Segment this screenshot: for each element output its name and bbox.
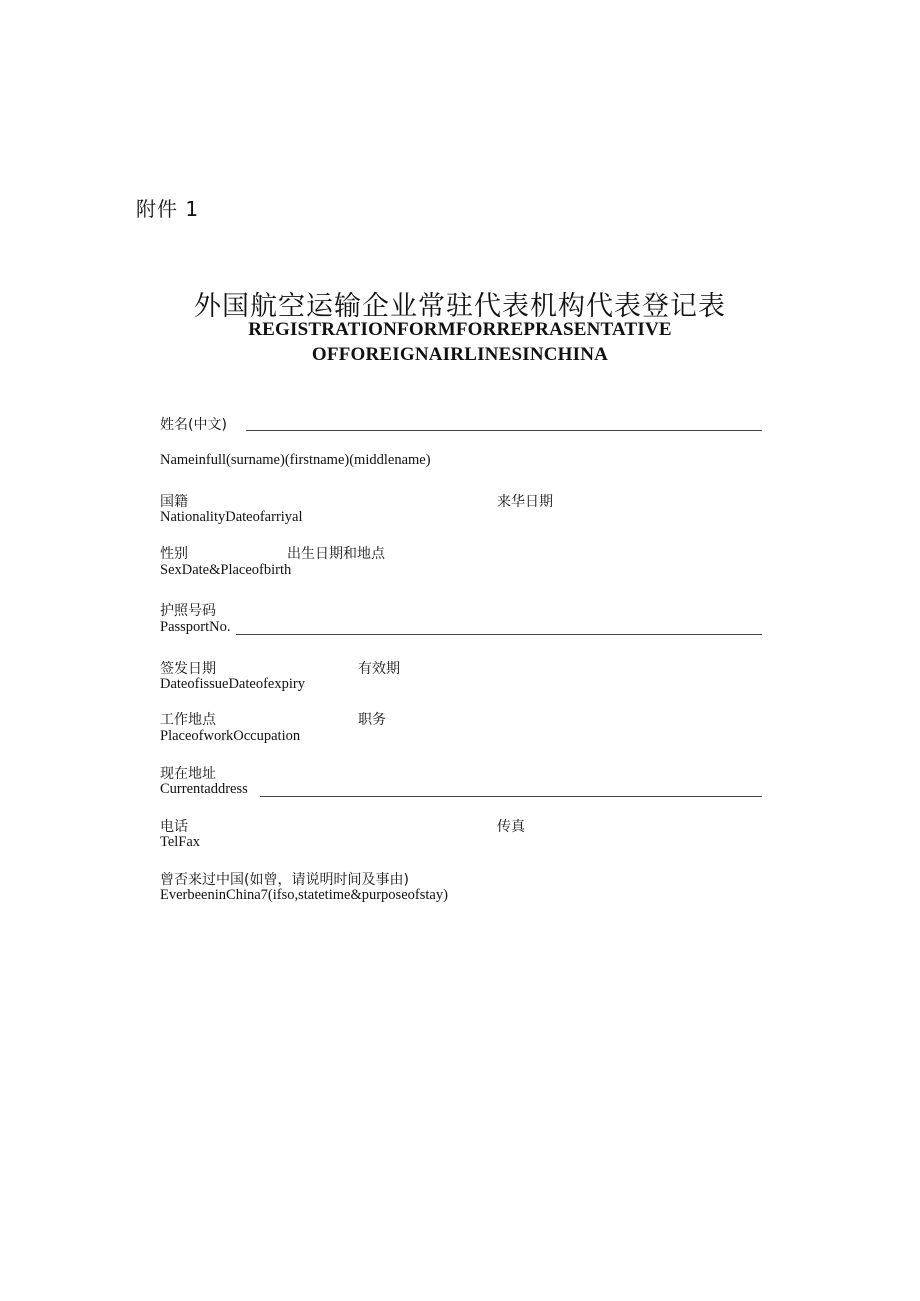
- birth-chinese-label: 出生日期和地点: [287, 546, 385, 562]
- address-english-label: Currentaddress: [160, 781, 248, 797]
- issue-date-chinese-label: 签发日期: [160, 661, 216, 677]
- fax-chinese-label: 传真: [497, 819, 525, 835]
- name-chinese-field-line[interactable]: [246, 430, 762, 431]
- form-title-english-line2: OFFOREIGNAIRLINESINCHINA: [311, 344, 609, 365]
- form-title-english-line1: REGISTRATIONFORMFORREPRASENTATIVE: [248, 319, 672, 340]
- passport-field-line[interactable]: [236, 634, 762, 635]
- occupation-chinese-label: 职务: [358, 712, 386, 728]
- tel-fax-english-label: TelFax: [160, 834, 201, 850]
- sex-birth-english-label: SexDate&Placeofbirth: [160, 562, 292, 578]
- address-field-line[interactable]: [260, 796, 762, 797]
- passport-english-label: PassportNo.: [160, 619, 231, 635]
- name-chinese-label: 姓名(中文): [160, 417, 227, 433]
- tel-chinese-label: 电话: [160, 819, 188, 835]
- sex-chinese-label: 性别: [160, 546, 188, 562]
- nationality-chinese-label: 国籍: [160, 494, 188, 510]
- nationality-arrival-english-label: NationalityDateofarriyal: [160, 509, 303, 525]
- china-visit-chinese-label: 曾否来过中国(如曾，请说明时间及事由): [160, 872, 409, 888]
- name-full-label: Nameinfull(surname)(firstname)(middlename): [160, 452, 431, 468]
- arrival-date-chinese-label: 来华日期: [497, 494, 553, 510]
- workplace-occupation-english-label: PlaceofworkOccupation: [160, 728, 301, 744]
- form-title-chinese: 外国航空运输企业常驻代表机构代表登记表: [194, 291, 726, 322]
- china-visit-english-label: EverbeeninChina7(ifso,statetime&purposeofstay): [160, 887, 448, 903]
- address-chinese-label: 现在地址: [160, 766, 216, 782]
- passport-chinese-label: 护照号码: [160, 603, 216, 619]
- attachment-label: 附件 1: [136, 197, 200, 221]
- issue-expiry-english-label: DateofissueDateofexpiry: [160, 676, 305, 692]
- workplace-chinese-label: 工作地点: [160, 712, 216, 728]
- expiry-date-chinese-label: 有效期: [358, 661, 400, 677]
